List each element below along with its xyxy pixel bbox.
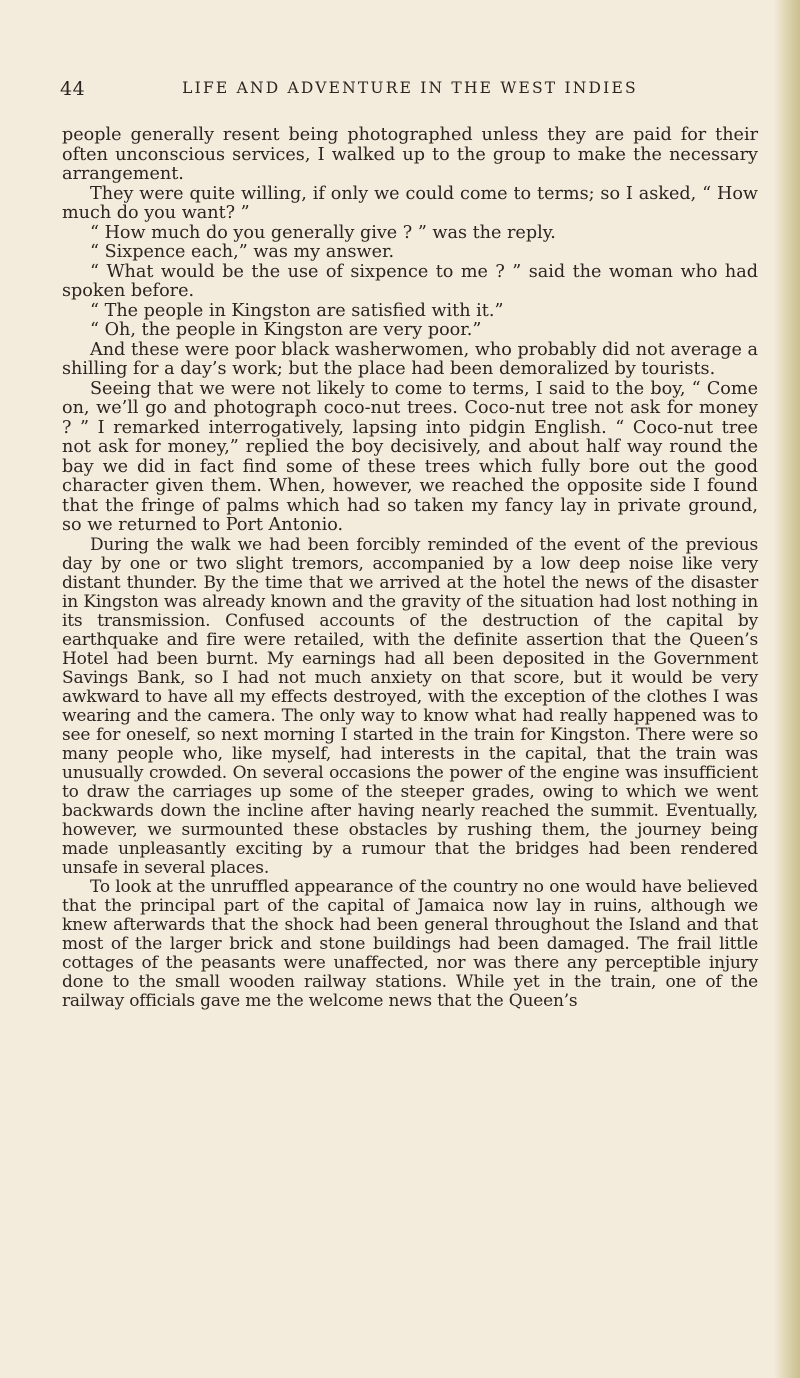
page-edge-shadow bbox=[774, 0, 800, 1378]
page-header bbox=[60, 78, 760, 108]
running-title: LIFE AND ADVENTURE IN THE WEST INDIES bbox=[182, 79, 638, 97]
paragraph: “ How much do you generally give ? ” was the reply. bbox=[90, 222, 556, 243]
paragraph: Seeing that we were not likely to come to terms, I said to the boy, “ Come on, we’ll go and photograph coco-nut trees. Coco-nut tree not ask for money ? ” I remarked interrogatively, lapsing into pidgin English. “ Coco-nut tree not ask for money,” replied the boy decisively, and about half way round the bay we did in fact find some of these trees which fully bore out the good character given them. When, however, we reached the opposite side I found that the fringe of palms which had so taken my fancy lay in private ground, so we returned to Port Antonio. bbox=[62, 378, 758, 535]
page-number: 44 bbox=[60, 78, 86, 100]
paragraph: To look at the unruffled appearance of the country no one would have believed that the principal part of the capital of Jamaica now lay in ruins, although we knew afterwards that the shock had been general throughout the Island and that most of the larger brick and stone buildings had been damaged. The frail little cottages of the peasants were unaffected, nor was there any perceptible injury done to the small wooden railway stations. While yet in the train, one of the railway officials gave me the welcome news that the Queen’s bbox=[62, 876, 758, 1011]
paragraph: “ Sixpence each,” was my answer. bbox=[90, 242, 395, 262]
paragraph: They were quite willing, if only we could come to terms; so I asked, “ How much do you want? ” bbox=[62, 183, 758, 223]
paragraph: “ What would be the use of sixpence to me ? ” said the woman who had spoken before. bbox=[62, 261, 758, 301]
paragraph: During the walk we had been forcibly reminded of the event of the previous day by one or two slight tremors, accompanied by a low deep noise like very distant thunder. By the time that we arrived at the hotel the news of the disaster in Kingston was already known and the gravity of the situation had lost nothing in its transmission. Confused accounts of the destruction of the capital by earthquake and fire were retailed, with the definite assertion that the Queen’s Hotel had been burnt. My earnings had all been deposited in the Government Savings Bank, so I had not much anxiety on that score, but it would be very awkward to have all my effects destroyed, with the exception of the clothes I was wearing and the camera. The only way to know what had really happened was to see for oneself, so next morning I started in the train for Kingston. There were so many people who, like myself, had interests in the capital, that the train was unusually crowded. On several occasions the power of the engine was insufficient to draw the carriages up some of the steeper grades, owing to which we went backwards down the incline after having nearly reached the summit. Eventually, however, we surmounted these obstacles by rushing them, the journey being made unpleasantly exciting by a rumour that the bridges had been rendered unsafe in several places. bbox=[62, 534, 758, 878]
paragraph: “ The people in Kingston are satisfied with it.” bbox=[90, 300, 504, 321]
paragraph: And these were poor black washerwomen, who probably did not average a shilling for a day’s work; but the place had been demoralized by tourists. bbox=[62, 339, 758, 379]
paragraph-continuation: people generally resent being photographed unless they are paid for their often unconscious services, I walked up to the group to make the necessary arrangement. bbox=[62, 125, 758, 184]
paragraph: “ Oh, the people in Kingston are very poor.” bbox=[90, 320, 482, 340]
body-text bbox=[62, 126, 758, 1011]
